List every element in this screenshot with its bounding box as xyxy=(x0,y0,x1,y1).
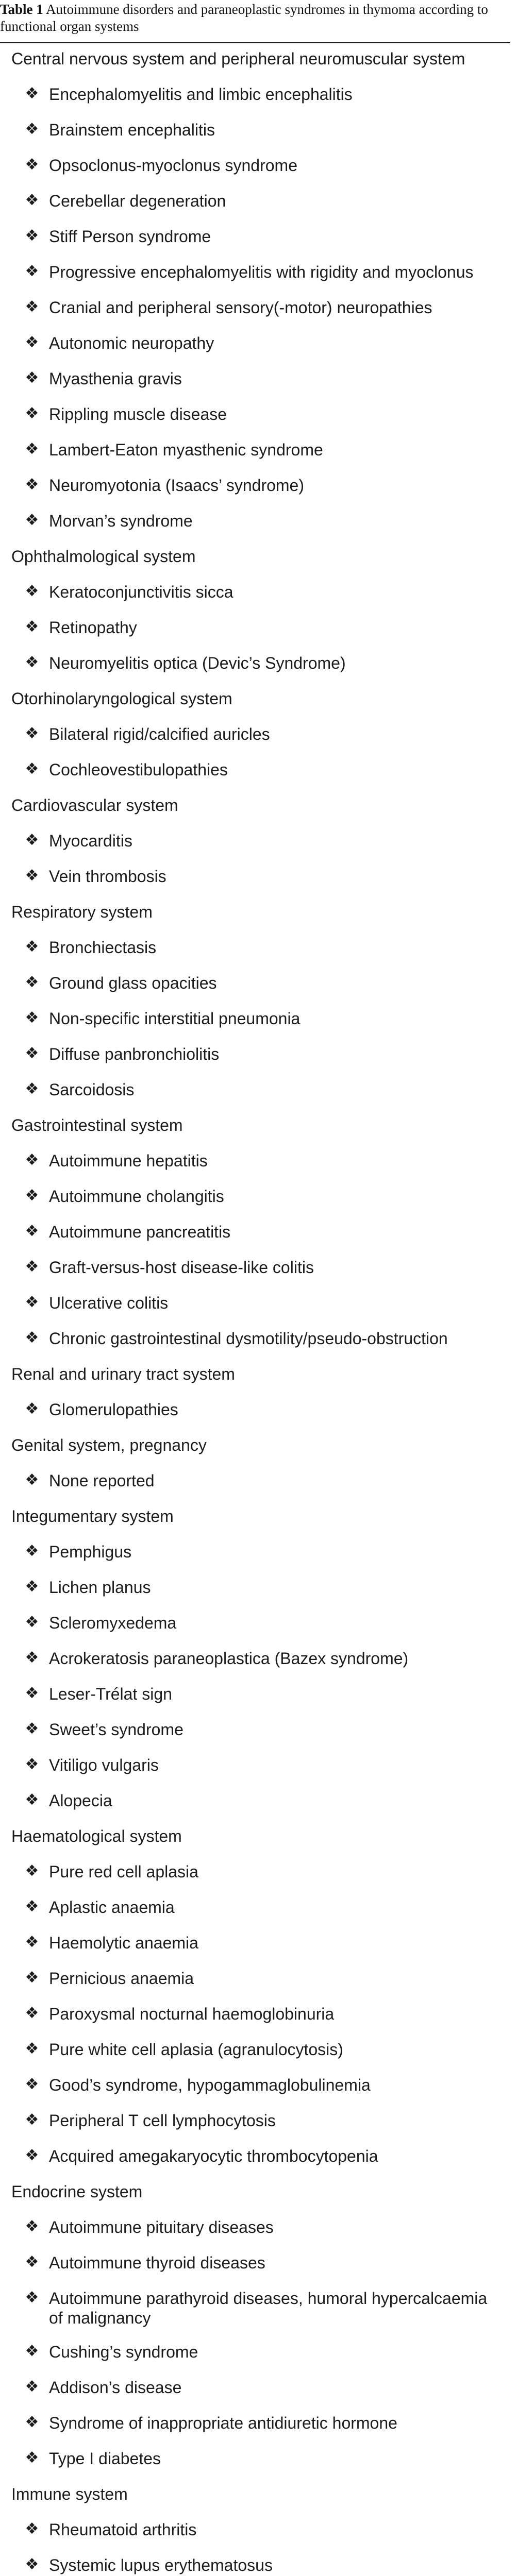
list-item-text: Pernicious anaemia xyxy=(49,1969,194,1988)
list-item xyxy=(0,328,510,364)
diamond-bullet-icon: ❖ xyxy=(25,2253,39,2271)
section-title: Respiratory system xyxy=(11,903,153,921)
list-item xyxy=(0,470,510,506)
section-title: Otorhinolaryngological system xyxy=(11,689,232,708)
list-item xyxy=(0,933,510,968)
diamond-bullet-icon: ❖ xyxy=(25,1187,39,1205)
diamond-bullet-icon: ❖ xyxy=(25,582,39,600)
list-item-text: Acquired amegakaryocytic thrombocytopenia xyxy=(49,2147,378,2165)
list-item-text: Cushing’s syndrome xyxy=(49,2343,198,2361)
section-header xyxy=(0,1821,510,1857)
diamond-bullet-icon: ❖ xyxy=(25,1720,39,1738)
list-item-text: Acrokeratosis paraneoplastica (Bazex syndrome) xyxy=(49,1649,409,1668)
list-item xyxy=(0,293,510,328)
list-item xyxy=(0,2283,510,2337)
list-item-text: Myocarditis xyxy=(49,832,132,850)
diamond-bullet-icon: ❖ xyxy=(25,1258,39,1276)
list-item-text: Sarcoidosis xyxy=(49,1080,135,1099)
list-item xyxy=(0,364,510,399)
list-item-text: Alopecia xyxy=(49,1791,112,1810)
diamond-bullet-icon: ❖ xyxy=(25,2004,39,2022)
diamond-bullet-icon: ❖ xyxy=(25,724,39,742)
table-title: Autoimmune disorders and paraneoplastic syndromes in thymoma according to functional organ systems xyxy=(0,2,488,34)
section-header xyxy=(0,684,510,719)
list-item-text: Autoimmune parathyroid diseases, humoral hypercalcaemia of malignancy xyxy=(49,2289,488,2327)
list-item-text: Vein thrombosis xyxy=(49,867,166,886)
diamond-bullet-icon: ❖ xyxy=(25,120,39,138)
diamond-bullet-icon: ❖ xyxy=(25,1542,39,1560)
section-title: Haematological system xyxy=(11,1827,182,1845)
list-item-text: Neuromyotonia (Isaacs’ syndrome) xyxy=(49,476,304,495)
diamond-bullet-icon: ❖ xyxy=(25,2289,39,2307)
list-item xyxy=(0,577,510,613)
list-item-text: Graft-versus-host disease-like colitis xyxy=(49,1258,314,1277)
list-item-text: Ulcerative colitis xyxy=(49,1294,169,1312)
diamond-bullet-icon: ❖ xyxy=(25,1471,39,1489)
list-item-text: Autoimmune thyroid diseases xyxy=(49,2253,265,2272)
table-caption xyxy=(0,0,510,35)
diamond-bullet-icon: ❖ xyxy=(25,2217,39,2235)
list-item xyxy=(0,1892,510,1928)
section-header xyxy=(0,1430,510,1466)
diamond-bullet-icon: ❖ xyxy=(25,1613,39,1631)
list-item xyxy=(0,2444,510,2479)
diamond-bullet-icon: ❖ xyxy=(25,653,39,671)
section-header xyxy=(0,541,510,577)
list-item-text: Paroxysmal nocturnal haemoglobinuria xyxy=(49,2005,335,2023)
list-item-text: Bronchiectasis xyxy=(49,938,157,957)
list-item xyxy=(0,2035,510,2070)
list-item-text: Cranial and peripheral sensory(-motor) neuropathies xyxy=(49,298,432,317)
section-title: Gastrointestinal system xyxy=(11,1116,183,1134)
list-item-text: Leser-Trélat sign xyxy=(49,1685,172,1703)
diamond-bullet-icon: ❖ xyxy=(25,1897,39,1916)
list-item-text: Rippling muscle disease xyxy=(49,405,227,423)
list-item xyxy=(0,648,510,684)
list-item xyxy=(0,1075,510,1110)
diamond-bullet-icon: ❖ xyxy=(25,333,39,351)
diamond-bullet-icon: ❖ xyxy=(25,973,39,991)
list-item-text: Autonomic neuropathy xyxy=(49,334,214,352)
section-header xyxy=(0,1359,510,1395)
list-item xyxy=(0,613,510,648)
list-item xyxy=(0,2515,510,2550)
list-item xyxy=(0,1039,510,1075)
diamond-bullet-icon: ❖ xyxy=(25,2378,39,2396)
list-item xyxy=(0,1750,510,1786)
list-item-text: None reported xyxy=(49,1471,155,1490)
list-item-text: Peripheral T cell lymphocytosis xyxy=(49,2111,276,2130)
section-title: Cardiovascular system xyxy=(11,796,178,815)
list-item xyxy=(0,1928,510,1963)
diamond-bullet-icon: ❖ xyxy=(25,2040,39,2058)
list-item-text: Systemic lupus erythematosus xyxy=(49,2556,273,2574)
list-item-text: Sweet’s syndrome xyxy=(49,1720,184,1739)
list-item-text: Opsoclonus-myoclonus syndrome xyxy=(49,156,297,175)
list-item-text: Keratoconjunctivitis sicca xyxy=(49,583,234,601)
diamond-bullet-icon: ❖ xyxy=(25,2075,39,2093)
section-title: Endocrine system xyxy=(11,2182,143,2201)
diamond-bullet-icon: ❖ xyxy=(25,867,39,885)
list-item xyxy=(0,1324,510,1359)
list-item xyxy=(0,861,510,897)
list-item xyxy=(0,1146,510,1181)
list-item xyxy=(0,506,510,541)
list-item-text: Scleromyxedema xyxy=(49,1614,177,1632)
diamond-bullet-icon: ❖ xyxy=(25,262,39,280)
list-item xyxy=(0,826,510,861)
list-item-text: Syndrome of inappropriate antidiuretic hormone xyxy=(49,2414,397,2432)
list-item-text: Pemphigus xyxy=(49,1543,132,1561)
list-item xyxy=(0,1857,510,1892)
diamond-bullet-icon: ❖ xyxy=(25,1293,39,1311)
diamond-bullet-icon: ❖ xyxy=(25,1755,39,1773)
diamond-bullet-icon: ❖ xyxy=(25,1044,39,1062)
syndrome-table xyxy=(0,44,510,2576)
section-title: Immune system xyxy=(11,2485,128,2503)
list-item-text: Progressive encephalomyelitis with rigidity and myoclonus xyxy=(49,263,474,281)
list-item xyxy=(0,1572,510,1608)
list-item-text: Pure white cell aplasia (agranulocytosis) xyxy=(49,2040,343,2059)
list-item-text: Stiff Person syndrome xyxy=(49,227,211,246)
diamond-bullet-icon: ❖ xyxy=(25,1329,39,1347)
list-item xyxy=(0,2070,510,2106)
list-item xyxy=(0,222,510,257)
list-item xyxy=(0,1217,510,1252)
list-item-text: Bilateral rigid/calcified auricles xyxy=(49,725,270,743)
list-item xyxy=(0,1181,510,1217)
list-item-text: Lambert-Eaton myasthenic syndrome xyxy=(49,440,323,459)
list-item xyxy=(0,1537,510,1572)
diamond-bullet-icon: ❖ xyxy=(25,404,39,422)
list-item xyxy=(0,1395,510,1430)
list-item-text: Encephalomyelitis and limbic encephalitis xyxy=(49,85,353,104)
list-item xyxy=(0,2408,510,2444)
list-item-text: Cerebellar degeneration xyxy=(49,192,226,210)
list-item-text: Retinopathy xyxy=(49,618,137,637)
diamond-bullet-icon: ❖ xyxy=(25,760,39,778)
list-item-text: Type I diabetes xyxy=(49,2449,161,2468)
list-item xyxy=(0,1608,510,1643)
list-item xyxy=(0,2550,510,2576)
list-item-text: Rheumatoid arthritis xyxy=(49,2520,197,2539)
list-item-text: Autoimmune hepatitis xyxy=(49,1151,208,1170)
diamond-bullet-icon: ❖ xyxy=(25,298,39,316)
diamond-bullet-icon: ❖ xyxy=(25,2146,39,2164)
list-item xyxy=(0,399,510,435)
list-item xyxy=(0,719,510,755)
list-item xyxy=(0,1252,510,1288)
list-item-text: Cochleovestibulopathies xyxy=(49,760,228,779)
list-item-text: Ground glass opacities xyxy=(49,974,217,992)
list-item-text: Autoimmune cholangitis xyxy=(49,1187,224,1206)
diamond-bullet-icon: ❖ xyxy=(25,1400,39,1418)
diamond-bullet-icon: ❖ xyxy=(25,1933,39,1951)
list-item xyxy=(0,2248,510,2283)
diamond-bullet-icon: ❖ xyxy=(25,440,39,458)
section-header xyxy=(0,2177,510,2212)
list-item-text: Glomerulopathies xyxy=(49,1400,178,1419)
list-item xyxy=(0,1715,510,1750)
diamond-bullet-icon: ❖ xyxy=(25,2413,39,2431)
list-item xyxy=(0,115,510,150)
diamond-bullet-icon: ❖ xyxy=(25,1151,39,1169)
diamond-bullet-icon: ❖ xyxy=(25,1969,39,1987)
list-item xyxy=(0,435,510,470)
section-header xyxy=(0,1501,510,1537)
list-item-text: Morvan’s syndrome xyxy=(49,512,193,530)
diamond-bullet-icon: ❖ xyxy=(25,2342,39,2360)
list-item-text: Non-specific interstitial pneumonia xyxy=(49,1009,301,1028)
diamond-bullet-icon: ❖ xyxy=(25,2111,39,2129)
section-title: Genital system, pregnancy xyxy=(11,1436,207,1454)
list-item-text: Autoimmune pituitary diseases xyxy=(49,2218,274,2236)
diamond-bullet-icon: ❖ xyxy=(25,2520,39,2538)
list-item xyxy=(0,2106,510,2141)
diamond-bullet-icon: ❖ xyxy=(25,2555,39,2573)
list-item-text: Neuromyelitis optica (Devic’s Syndrome) xyxy=(49,654,346,672)
list-item xyxy=(0,755,510,790)
section-title: Central nervous system and peripheral neuromuscular system xyxy=(11,49,465,68)
list-item-text: Lichen planus xyxy=(49,1578,151,1597)
diamond-bullet-icon: ❖ xyxy=(25,1684,39,1702)
diamond-bullet-icon: ❖ xyxy=(25,1222,39,1240)
list-item xyxy=(0,2337,510,2372)
diamond-bullet-icon: ❖ xyxy=(25,227,39,245)
list-item xyxy=(0,150,510,186)
diamond-bullet-icon: ❖ xyxy=(25,476,39,494)
table-top-rule xyxy=(0,42,510,43)
diamond-bullet-icon: ❖ xyxy=(25,938,39,956)
list-item xyxy=(0,2212,510,2248)
diamond-bullet-icon: ❖ xyxy=(25,1009,39,1027)
list-item-text: Brainstem encephalitis xyxy=(49,121,215,139)
section-title: Renal and urinary tract system xyxy=(11,1365,235,1383)
diamond-bullet-icon: ❖ xyxy=(25,1862,39,1880)
diamond-bullet-icon: ❖ xyxy=(25,511,39,529)
diamond-bullet-icon: ❖ xyxy=(25,618,39,636)
diamond-bullet-icon: ❖ xyxy=(25,831,39,849)
list-item-text: Vitiligo vulgaris xyxy=(49,1756,159,1774)
list-item xyxy=(0,1288,510,1324)
list-item xyxy=(0,1004,510,1039)
table-number: Table 1 xyxy=(0,2,43,17)
diamond-bullet-icon: ❖ xyxy=(25,369,39,387)
list-item-text: Addison’s disease xyxy=(49,2378,182,2397)
list-item-text: Haemolytic anaemia xyxy=(49,1934,198,1952)
diamond-bullet-icon: ❖ xyxy=(25,1578,39,1596)
section-header xyxy=(0,1110,510,1146)
list-item-text: Myasthenia gravis xyxy=(49,369,182,388)
list-item-text: Pure red cell aplasia xyxy=(49,1862,198,1881)
list-item xyxy=(0,2141,510,2177)
list-item xyxy=(0,1466,510,1501)
list-item xyxy=(0,1679,510,1715)
list-item xyxy=(0,2372,510,2408)
list-item xyxy=(0,257,510,293)
diamond-bullet-icon: ❖ xyxy=(25,156,39,174)
diamond-bullet-icon: ❖ xyxy=(25,191,39,209)
list-item xyxy=(0,1786,510,1821)
list-item-text: Aplastic anaemia xyxy=(49,1898,175,1917)
list-item xyxy=(0,968,510,1004)
section-title: Ophthalmological system xyxy=(11,547,196,566)
section-header xyxy=(0,790,510,826)
section-header xyxy=(0,2479,510,2515)
list-item-text: Good’s syndrome, hypogammaglobulinemia xyxy=(49,2076,371,2094)
diamond-bullet-icon: ❖ xyxy=(25,1791,39,1809)
list-item xyxy=(0,1643,510,1679)
section-title: Integumentary system xyxy=(11,1507,174,1526)
diamond-bullet-icon: ❖ xyxy=(25,1649,39,1667)
list-item-text: Chronic gastrointestinal dysmotility/pseudo-obstruction xyxy=(49,1329,448,1348)
list-item xyxy=(0,186,510,222)
list-item xyxy=(0,79,510,115)
list-item-text: Autoimmune pancreatitis xyxy=(49,1223,231,1241)
list-item xyxy=(0,1999,510,2035)
section-header xyxy=(0,897,510,933)
section-header xyxy=(0,44,510,79)
diamond-bullet-icon: ❖ xyxy=(25,2449,39,2467)
diamond-bullet-icon: ❖ xyxy=(25,84,39,103)
list-item-text: Diffuse panbronchiolitis xyxy=(49,1045,220,1063)
list-item xyxy=(0,1963,510,1999)
diamond-bullet-icon: ❖ xyxy=(25,1080,39,1098)
